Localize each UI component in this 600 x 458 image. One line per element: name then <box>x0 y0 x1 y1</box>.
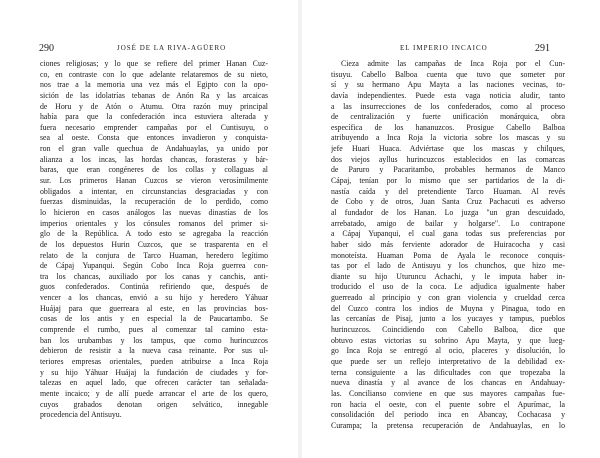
text-line: baras, que eran congéneres de los collas y collaguas al <box>40 165 268 175</box>
text-line: comprende el rumbo, pues al comenzar tal camino esta- <box>40 325 268 335</box>
text-line: Cieza admite las campañas de Inca Roja por el Cun- <box>341 59 565 68</box>
text-line: había para que la confederación inca estuviera alterada y <box>40 112 268 122</box>
text-line: go Inca Roja se entregó al ocio, placeres y disolución, lo <box>331 346 565 356</box>
left-body-text <box>40 59 268 421</box>
text-line: sea al oeste. Consta que entonces invadieron y conquista- <box>40 133 268 143</box>
text-line: procedencia del Antisuyu. <box>40 410 122 420</box>
text-line: atribuyendo a Inca Roja la victoria sobre los mascas y su <box>331 133 565 143</box>
text-line: terna consiguiente a las dificultades con que tropezaba la <box>331 367 565 377</box>
left-running-head: JOSÉ DE LA RIVA-AGÜERO <box>117 44 227 52</box>
text-line: de los depuestos Hurin Cuzcos, que se trasparenta en el <box>40 239 268 249</box>
text-line: co, en contraste con lo que adelante relataremos de su nieto, <box>40 69 268 79</box>
text-line: consolidación del periodo inca en Abancay, Cochacasa y <box>331 410 565 420</box>
text-line: debieron de resistir a la nueva casa reinante. Por sus ul- <box>40 346 268 356</box>
text-line: nueva dinastía y al avance de los chancas en Andahuay- <box>331 378 565 388</box>
text-line: imperios orientales y los cónsules romanos del primer si- <box>40 218 268 228</box>
text-line: sur. Los primeros Hanan Cuzcos se vieron verosímilmente <box>40 176 268 186</box>
text-line: ron el gran valle quechua de Andahuaylas, ya unido por <box>40 144 268 154</box>
text-line: talezas en aquel lado, que ofrecen carácter tan señalada- <box>40 378 268 388</box>
text-line: de centralización y fuerte unificación monárquica, obra <box>331 112 565 122</box>
text-line: vencer a los chancas, envió a su hijo y heredero Yáhuar <box>40 293 268 303</box>
text-line: cosas de los antis y en especial la de Paucartambo. Se <box>40 314 268 324</box>
text-line: sí y su hermano Apu Mayta a las naciones vecinas, to- <box>331 80 565 90</box>
text-line: fuerzas disminuidas, la recuperación de lo perdido, como <box>40 197 268 207</box>
text-line: haber sido más ferviente adorador de Huiracocha y casi <box>331 239 565 249</box>
text-line: relato de la conjura de Tarco Huaman, heredero legítimo <box>40 250 268 260</box>
text-line: obligados a intentar, en circunstancias desgraciadas y con <box>40 186 268 196</box>
text-line: al fundador de los Hanan. Lo juzga "un gran descuidado, <box>331 207 565 217</box>
text-line: lo hicieron en casos análogos las nuevas dinastías de los <box>40 207 268 217</box>
text-line: ban los urubambas y los tampus, que como hurincuzcos <box>40 335 268 345</box>
text-line: guerreado al principio y con gran violencia y crueldad cerca <box>331 293 565 303</box>
text-line: alianza a los incas, las hordas chancas, forasteras y bár- <box>40 154 268 164</box>
text-line: sición de las idolatrías tebanas de Anón Ra y las arcaicas <box>40 90 268 100</box>
text-line: guos confederados. Continúa refiriendo que, después de <box>40 282 268 292</box>
text-line: de Horu y de Atón o Atumu. Otra razón muy principal <box>40 101 268 111</box>
text-line: cuyos grabados denotan origen selvático, innegable <box>40 399 268 409</box>
text-line: teriores empresas orientales, pueden atribuirse a Inca Roja <box>40 356 268 366</box>
text-line: arrebatado, amigo de bailar y holgarse". Lo contrapone <box>331 218 565 228</box>
right-page <box>300 0 600 458</box>
text-line: específica de los hananuzcos. Prosigue Cabello Balboa <box>331 122 565 132</box>
text-line: davía independientes. Puede esta vaga noticia aludir, tanto <box>331 90 565 100</box>
text-line: dos viejos ayllus hurincuzcos establecidos en las comarcas <box>331 154 565 164</box>
right-running-head: EL IMPERIO INCAICO <box>400 44 488 52</box>
text-line: jefe Huari Huaca. Adviértase que los mascas y chilques, <box>331 144 565 154</box>
text-line: Curampa; la pretensa recuperación de Andahuaylas, en lo <box>331 420 565 430</box>
text-line: tas por el lado de Antisuyu y los chunchos, que hizo me- <box>331 261 565 271</box>
text-line: obtuvo estas victorias su sobrino Apu Mayta, y que lueg- <box>331 335 565 345</box>
text-line: a las insurrecciones de los confederados, como al proceso <box>331 101 565 111</box>
text-line: monoteísta. Huaman Poma de Ayala le reconoce conquis- <box>331 250 565 260</box>
text-line: diante su hijo Uturuncu Achachi, y le imputa haber in- <box>331 271 565 281</box>
text-line: de Paruro y Pacaritambo, probables hermanos de Manco <box>331 165 565 175</box>
text-line: tra los chancas, auxiliado por los canas y canchis, anti- <box>40 271 268 281</box>
text-line: fuera necesario emprender campañas por el Cuntisuyu, o <box>40 122 268 132</box>
text-line: de Cobo y de otros, Juan Santa Cruz Pachacuti es adverso <box>331 197 565 207</box>
text-line: Huájaj para que guerreara al este, en las provincias bos- <box>40 303 268 313</box>
text-line: hurincuzcos. Coincidiendo con Cabello Balboa, dice que <box>331 325 565 335</box>
text-line: del Cuzco contra los indios de Muyna y Pinagua, todo en <box>331 303 565 313</box>
text-line: glo de la República. A todo esto se agregaba la reacción <box>40 229 268 239</box>
text-line: ciones religiosas; y lo que se refiere del primer Hanan Cuz- <box>40 59 268 68</box>
right-page-number: 291 <box>535 43 550 54</box>
text-line: ron hacia el oeste, con el puente sobre el Apurímac, la <box>331 399 565 409</box>
text-line: troducido el uso de la coca. Le adjudica igualmente haber <box>331 282 565 292</box>
text-line: nos trae a la memoria una vez más el Egipto con la opo- <box>40 80 268 90</box>
text-line: las cercanías de Pisaj, junto a los yucayes y tampus, pueblos <box>331 314 565 324</box>
text-line: mente incaico; y de allí puede arrancar el arte de los quero, <box>40 388 268 398</box>
text-line: a Cápaj Yupanqui, el cual gana todas sus preferencias por <box>331 229 565 239</box>
text-line: tisuyu. Cabello Balboa cuenta que tuvo que someter por <box>331 69 565 79</box>
text-line: las. Concilianso conviene en que sus mayores campañas fue- <box>331 388 565 398</box>
text-line: Cápaj, tenían por lo mismo que ser partidarios de la di- <box>331 176 565 186</box>
text-line: y su hijo Yáhuar Huájaj la fundación de ciudades y for- <box>40 367 268 377</box>
left-page-number: 290 <box>39 43 54 54</box>
text-line: nastía caída y del pretendiente Tarco Huaman. Al revés <box>331 186 565 196</box>
text-line: que puede ser un reflejo interpretativo de la debilidad ex- <box>331 356 565 366</box>
text-line: de Cápaj Yupanqui. Según Cobo Inca Roja guerrea con- <box>40 261 268 271</box>
right-body-text <box>331 59 565 431</box>
